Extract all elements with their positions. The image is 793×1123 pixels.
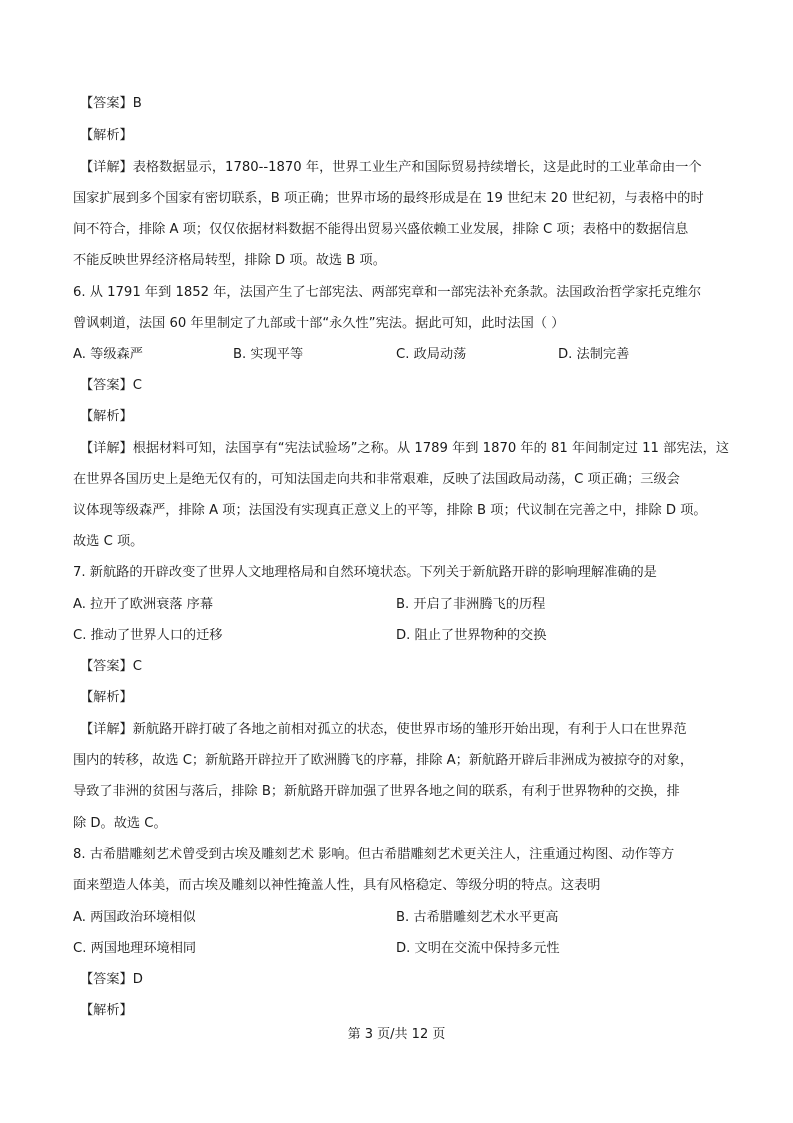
q7-detail-line: 【详解】新航路开辟打破了各地之前相对孤立的状态，使世界市场的雏形开始出现，有利于人口在世界范 [80, 722, 687, 737]
q7-option-a: A. 拉开了欧洲衰落 序幕 [73, 597, 214, 612]
page-number: 第 3 页/共 12 页 [347, 1027, 446, 1042]
q8-option-c: C. 两国地理环境相同 [73, 941, 197, 956]
q6-detail-line: 议体现等级森严，排除 A 项；法国没有实现真正意义上的平等，排除 B 项；代议制在完善之中，排除 D 项。 [73, 503, 707, 518]
q5-detail-line: 不能反映世界经济格局转型，排除 D 项。故选 B 项。 [73, 253, 386, 268]
q5-detail-line: 间不符合，排除 A 项；仅仅依据材料数据不能得出贸易兴盛依赖工业发展，排除 C 项；表格中的数据信息 [73, 222, 689, 237]
q6-analysis-label: 【解析】 [80, 409, 133, 424]
q7-stem-line: 7. 新航路的开辟改变了世界人文地理格局和自然环境状态。下列关于新航路开辟的影响理解准确的是 [73, 565, 657, 580]
q6-option-a: A. 等级森严 [73, 347, 143, 362]
q6-stem-line: 6. 从 1791 年到 1852 年，法国产生了七部宪法、两部宪章和一部宪法补充条款。法国政治哲学家托克维尔 [73, 285, 702, 300]
q6-detail-line: 【详解】根据材料可知，法国享有“宪法试验场”之称。从 1789 年到 1870 年的 81 年间制定过 11 部宪法，这 [80, 441, 730, 456]
q8-answer: 【答案】D [80, 972, 143, 987]
q5-detail-line: 国家扩展到多个国家有密切联系，B 项正确；世界市场的最终形成是在 19 世纪末 20 世纪初，与表格中的时 [73, 191, 704, 206]
q8-stem-line: 面来塑造人体美，而古埃及雕刻以神性掩盖人性，具有风格稳定、等级分明的特点。这表明 [73, 878, 601, 893]
q6-option-c: C. 政局动荡 [396, 347, 467, 362]
q8-option-d: D. 文明在交流中保持多元性 [396, 941, 560, 956]
q7-option-b: B. 开启了非洲腾飞的历程 [396, 597, 546, 612]
q5-analysis-label: 【解析】 [80, 128, 133, 143]
q8-option-a: A. 两国政治环境相似 [73, 910, 196, 925]
q5-answer: 【答案】B [80, 96, 142, 111]
q8-stem-line: 8. 古希腊雕刻艺术曾受到古埃及雕刻艺术 影响。但古希腊雕刻艺术更关注人，注重通过构图、动作等方 [73, 847, 675, 862]
q7-answer: 【答案】C [80, 659, 142, 674]
q7-detail-line: 除 D。故选 C。 [73, 816, 167, 831]
q6-answer: 【答案】C [80, 378, 142, 393]
q7-option-d: D. 阻止了世界物种的交换 [396, 628, 547, 643]
q8-analysis-label: 【解析】 [80, 1003, 133, 1018]
q6-option-d: D. 法制完善 [558, 347, 630, 362]
q5-detail-line: 【详解】表格数据显示，1780--1870 年，世界工业生产和国际贸易持续增长，这是此时的工业革命由一个 [80, 160, 702, 175]
q6-detail-line: 在世界各国历史上是绝无仅有的，可知法国走向共和非常艰难，反映了法国政局动荡，C 项正确；三级会 [73, 472, 680, 487]
q7-option-c: C. 推动了世界人口的迁移 [73, 628, 223, 643]
q6-detail-line: 故选 C 项。 [73, 534, 144, 549]
q7-detail-line: 围内的转移，故选 C；新航路开辟拉开了欧洲腾飞的序幕，排除 A；新航路开辟后非洲成为被掠夺的对象， [73, 753, 694, 768]
q6-stem-line: 曾讽刺道，法国 60 年里制定了九部或十部“永久性”宪法。据此可知，此时法国（ ） [73, 316, 565, 331]
q6-option-b: B. 实现平等 [233, 347, 304, 362]
q7-analysis-label: 【解析】 [80, 690, 133, 705]
q7-detail-line: 导致了非洲的贫困与落后，排除 B；新航路开辟加强了世界各地之间的联系，有利于世界物种的交换，排 [73, 784, 680, 799]
q8-option-b: B. 古希腊雕刻艺术水平更高 [396, 910, 559, 925]
